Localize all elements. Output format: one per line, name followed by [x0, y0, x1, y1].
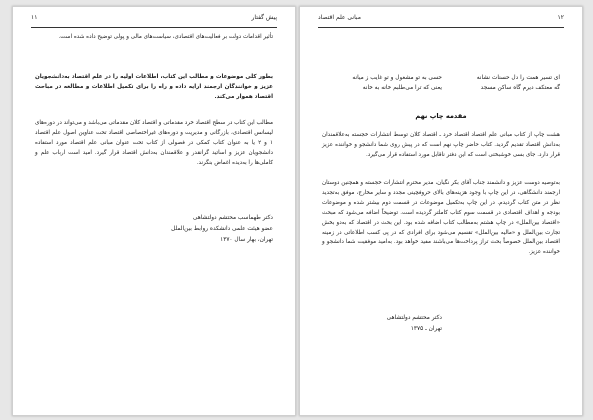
header-title: مبانی علم اقتصاد: [318, 14, 361, 21]
signature-name: دکتر طهماسب محتشم دولتشاهی: [192, 215, 273, 221]
document-page-left: [12, 6, 296, 416]
body-paragraph-1: تأثیر اقدامات دولت بر فعالیت‌های اقتصادی، سیاست‌های مالی و پولی توضیح داده شده است.: [58, 34, 273, 40]
header-title: پیش گفتار: [251, 14, 277, 21]
page-number: ۱۱: [31, 14, 38, 21]
document-page-right: [299, 6, 583, 416]
verse-right: ای تسیر همت را دل حسنات نشانه گه معتکف دیرم گاه ساکن مسجد: [476, 75, 560, 91]
signature-block: [171, 213, 273, 246]
body-paragraph-2: بطور کلی موضوعات و مطالب این کتاب، اطلاعات اولیه را در علم اقتصاد به‌دانشجویان عزیز و خوانندگان ارجمند ارایه داده و راه را برای تکمیل اطلاعات و مطالعه در مباحث اقتصاد هموار می‌کند.: [35, 74, 273, 100]
body-paragraph-1: هشت چاپ از کتاب مبانی علم اقتصاد اقتصاد خرد ـ اقتصاد کلان توسط انتشارات خجسته به‌علاقمندان به‌دانش اقتصاد تقدیم گردید. کتاب حاضر چاپ نهم است که در پیش روی شما دانشجو و خواننده عزیز قرار دارد. جای بسی خوشبختی است که این دفتر ناقابل مورد استفاده قرار می‌گیرد.: [322, 132, 560, 158]
page-header: [318, 7, 564, 28]
body-paragraph-3: مطالب این کتاب در سطح اقتصاد خرد مقدماتی و اقتصاد کلان مقدماتی می‌باشد و می‌تواند در دوره‌های لیسانس اقتصادی، بازرگانی و مدیریت و دوره‌های غیراختصاصی اقتصاد تحت عناوین اصول علم اقتصاد ۱ و ۲ یا به عنوان کتاب کمکی در فصولی از کتاب تحت عنوان مبانی علم اقتصاد مورد استفاده دانشجویان عزیز و اساتید گرانقدر و علاقمندان به‌دانش اقتصاد قرار گیرد. امید است ارباب علم و کاملی‌ها را به‌دیده اغماض بنگرند.: [35, 120, 273, 166]
page-header: [31, 7, 277, 28]
signature-date: تهران، بهار سال ۱۳۷۰: [220, 237, 273, 243]
page-number: ۱۲: [557, 14, 564, 21]
verse-left: حسی به تو مشغول و تو غایب ز میانه یعنی که ترا می‌طلبم خانه به خانه: [352, 75, 442, 91]
signature-block: [322, 313, 442, 335]
signature-affiliation: عضو هیئت علمی دانشکده روابط بین‌الملل: [171, 226, 273, 232]
signature-name: دکتر محتشم دولتشاهی: [386, 315, 442, 321]
section-title: مقدمه چاپ نهم: [415, 112, 467, 120]
body-paragraph-2: به‌توصیه دوست عزیز و دانشمند جناب آقای بکر نگیان، مدیر محترم انتشارات خجسته و همچنین دوستان ارجمند دانشگاهی، در این چاپ با وجود هزینه‌های بالای حروفچینی مجدد و سایر مخارج، موفق به‌تجدید نظر در متن کتاب گردیدم. در این چاپ به‌تکمیل موضوعات در قسمت دوم بیشتر شده و موضوعات بودجه و اهداف اقتصادی در قسمت سوم کتاب کاملتر گردیده است. توضیحاً اضافه می‌شود که مبحث «اقتصاد بین‌الملل» در چاپ هشتم به‌مطالب کتاب اضافه شده بود. این بحث در اقتصاد که به‌دو بخش تجارت بین‌الملل و «مالیه بین‌الملل» تقسیم می‌شود برای افرادی که در پی کسب اطلاعاتی در زمینه اقتصاد بین‌الملل خصوصاً بحث تراز پرداخت‌ها می‌باشند مفید خواهد بود. به‌امید موفقیت شما دانشجو و خواننده عزیز.: [322, 180, 560, 256]
signature-date: تهران ـ ۱۳۷۵: [410, 326, 442, 332]
